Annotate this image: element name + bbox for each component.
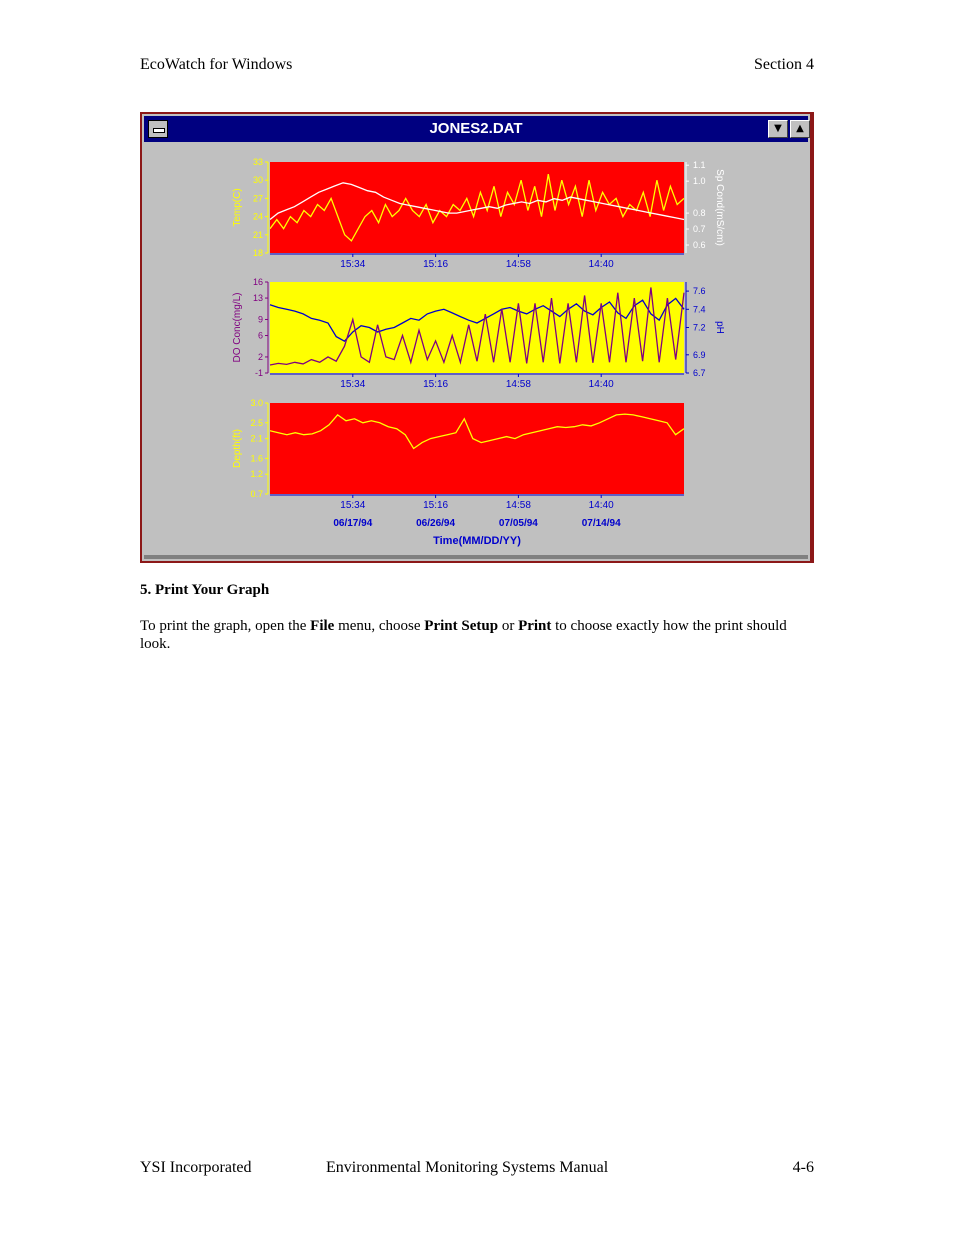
para-bold-print-setup: Print Setup [424,618,499,634]
right-axis-label-2: pH [714,321,725,334]
footer-center: Environmental Monitoring Systems Manual [326,1159,609,1176]
x-tick-label: 15:16 [423,379,449,390]
right-tick-label: 7.2 [693,322,706,333]
header-right: Section 4 [754,56,814,73]
right-tick-label: 7.4 [693,304,706,315]
para-text-2: menu, choose [334,618,425,634]
right-tick-label: 0.6 [693,240,706,251]
left-axis-label-1: Temp(C) [232,188,243,227]
chart-canvas [144,142,808,554]
left-tick-label: 9 [257,314,263,325]
left-tick-label: 3.0 [250,398,263,408]
left-tick-label: 2.5 [250,417,263,428]
x-tick-label: 15:34 [340,379,366,390]
right-axis-label-1: Sp Cond(mS/cm) [714,169,725,246]
section-heading: 5. Print Your Graph [140,582,270,598]
left-tick-label: 18 [252,248,263,258]
x-tick-label: 15:16 [423,500,449,511]
right-tick-label: 7.6 [693,286,706,297]
left-axis-label-2: DO Conc(mg/L) [232,292,243,363]
window-bottom-edge [144,555,808,559]
para-text-1: To print the graph, open the [140,618,311,634]
left-tick-label: 1.2 [250,469,263,480]
left-tick-label: 27 [252,193,263,204]
x-tick-label: 14:40 [588,379,614,390]
para-bold-print: Print [518,618,552,634]
x-tick-label: 14:40 [588,259,614,270]
left-tick-label: 2.1 [250,433,263,444]
window-frame [142,114,810,561]
graph-window [140,112,814,563]
left-tick-label: 33 [252,157,263,167]
x-tick-label: 14:58 [505,500,531,511]
x-tick-label: 15:34 [340,500,366,511]
x-tick-label: 15:34 [340,259,366,270]
minimize-button[interactable]: ▼ [768,120,788,138]
date-label: 07/05/94 [498,518,538,529]
left-tick-label: 13 [252,293,263,304]
window-title: JONES2.DAT [429,120,523,137]
right-tick-label: 6.7 [693,368,706,378]
right-tick-label: 0.8 [693,208,706,219]
title-bar[interactable] [144,116,808,142]
right-tick-label: 1.0 [693,176,706,187]
graph-client-area [144,142,808,554]
date-label: 07/14/94 [581,518,621,529]
maximize-button[interactable]: ▲ [790,120,810,138]
left-tick-label: 16 [252,277,263,287]
x-tick-label: 15:16 [423,259,449,270]
left-tick-label: 21 [252,229,263,240]
footer-left: YSI Incorporated [140,1159,252,1176]
left-tick-label: 0.7 [250,489,263,499]
right-tick-label: 1.1 [693,160,706,171]
left-tick-label: 2 [257,351,263,362]
x-tick-label: 14:58 [505,259,531,270]
left-tick-label: -1 [254,368,263,378]
right-tick-label: 6.9 [693,349,706,360]
left-tick-label: 1.6 [250,453,263,464]
footer-right: 4-6 [792,1159,814,1176]
left-axis-label-3: Depth(ft) [232,429,243,468]
plot-area-3 [270,403,684,494]
x-axis-title: Time(MM/DD/YY) [433,535,521,547]
date-label: 06/17/94 [333,518,373,529]
para-text-4: to choose exactly how the print should look. [140,618,787,652]
para-bold-file: File [310,618,335,634]
x-tick-label: 14:58 [505,379,531,390]
right-tick-label: 0.7 [693,224,706,235]
left-tick-label: 24 [252,211,263,222]
x-tick-label: 14:40 [588,500,614,511]
header-left: EcoWatch for Windows [140,56,293,73]
left-tick-label: 6 [257,330,263,341]
date-label: 06/26/94 [416,518,456,529]
para-text-3: or [498,618,519,634]
left-tick-label: 30 [252,175,263,186]
instruction-paragraph [140,617,815,653]
